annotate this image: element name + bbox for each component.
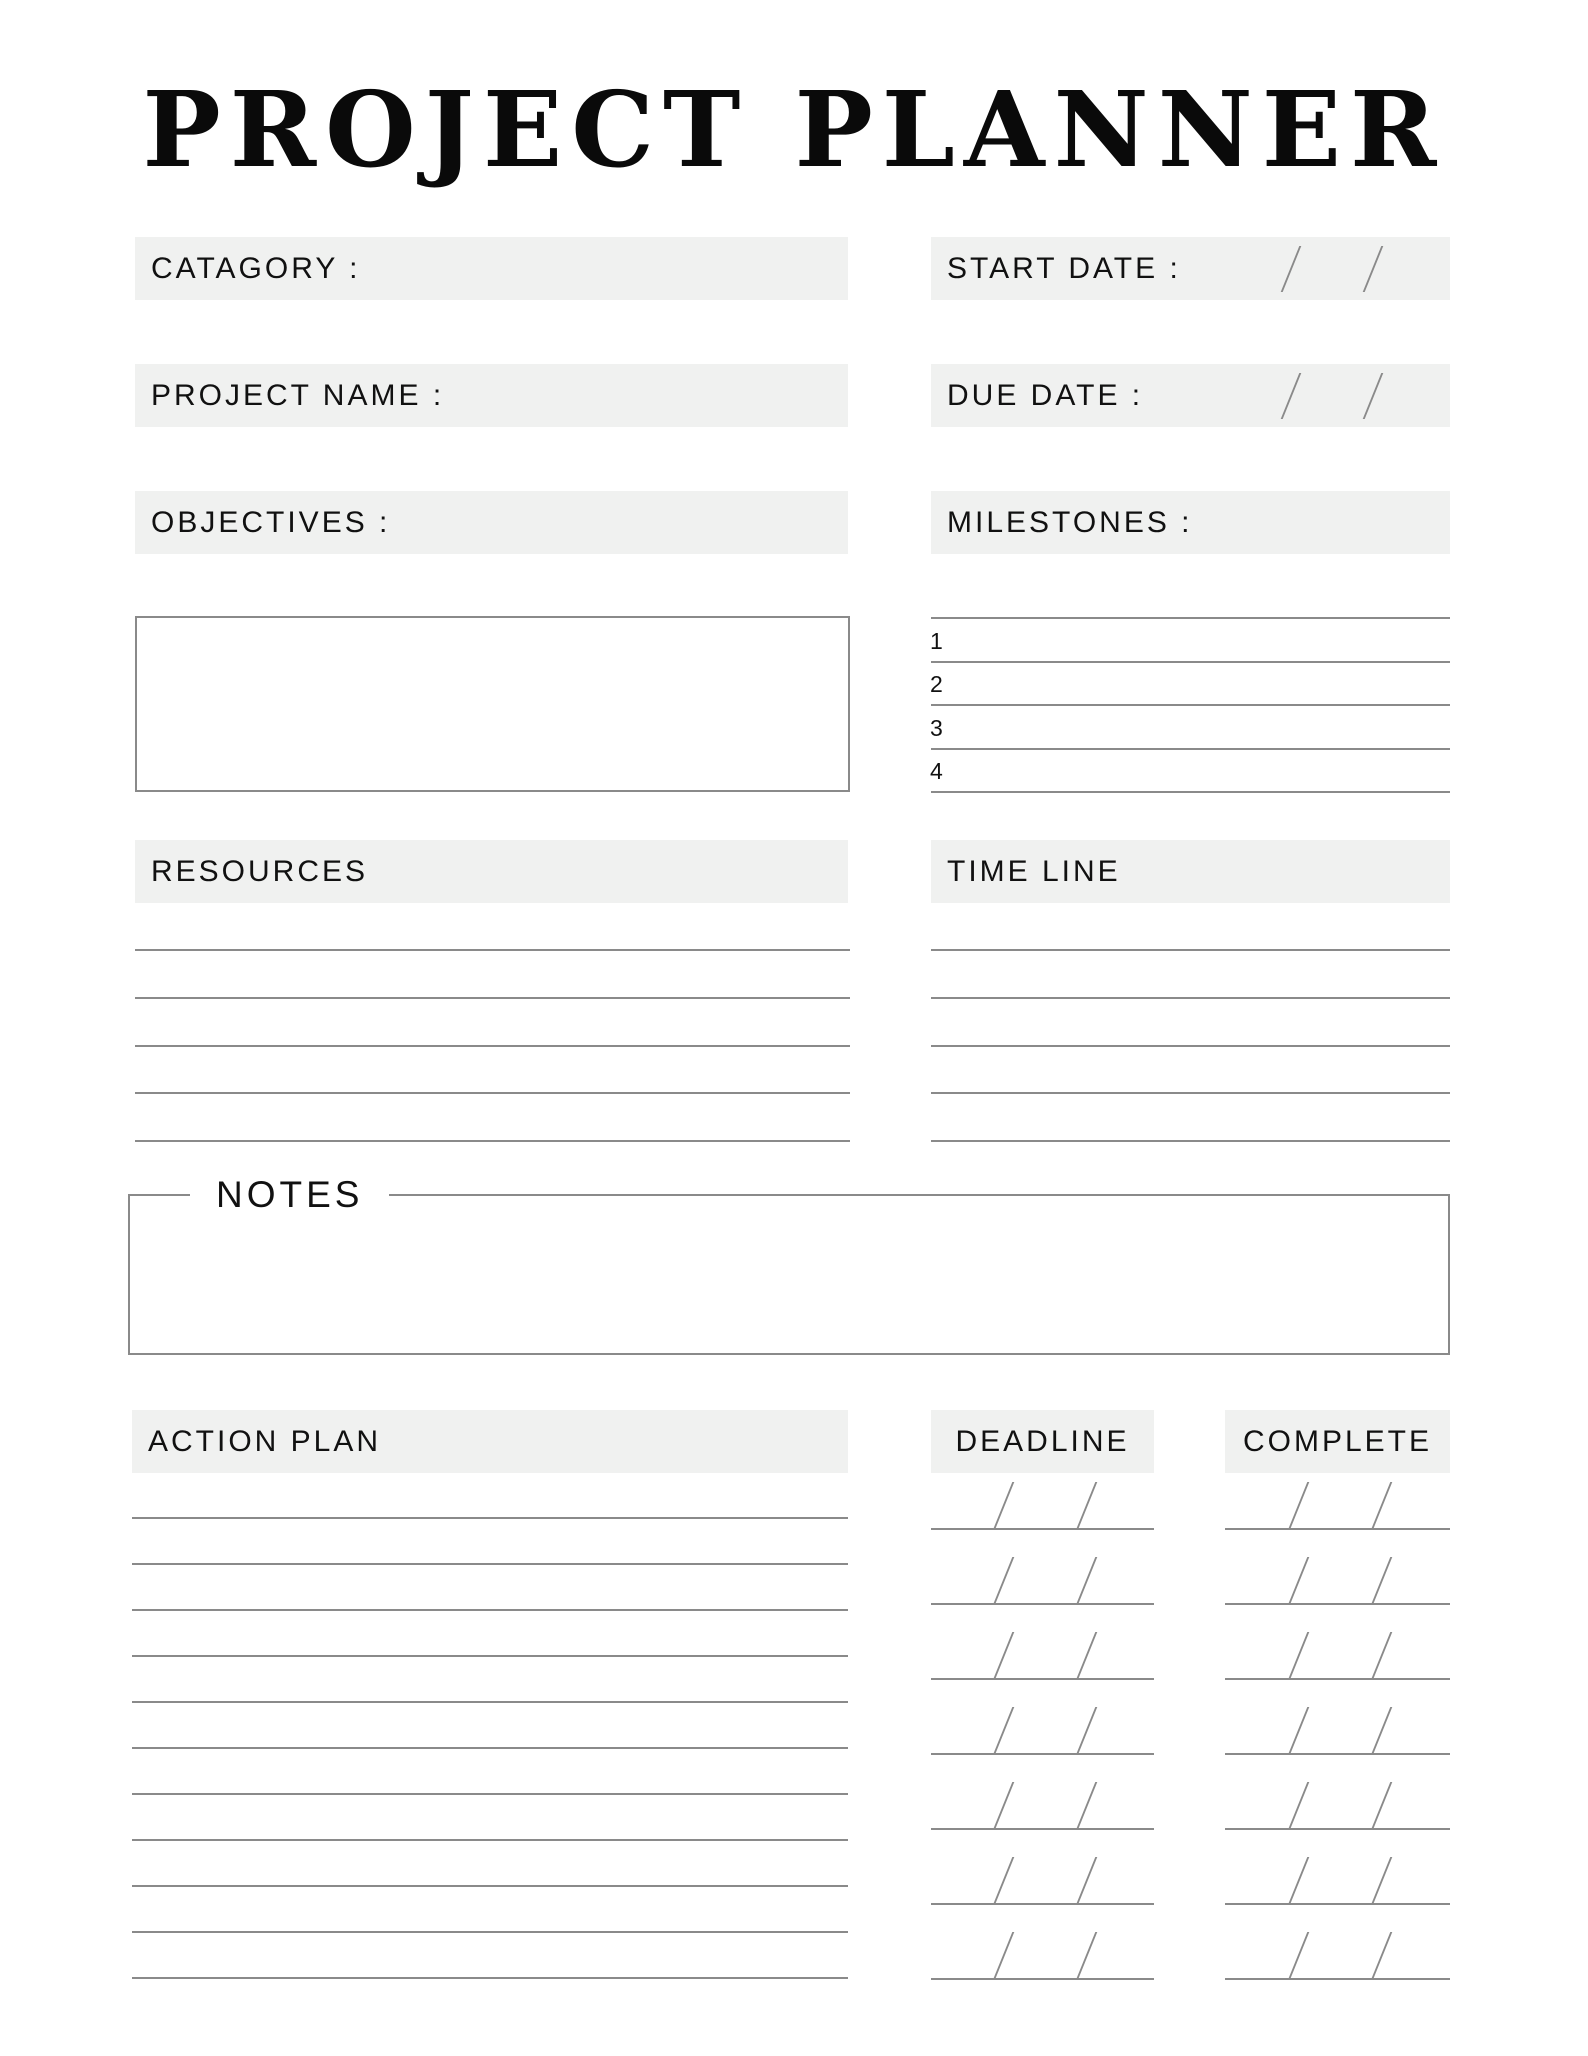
- time-line-line[interactable]: [931, 1045, 1450, 1047]
- resources-line[interactable]: [135, 1092, 850, 1094]
- start-date-label: START DATE :: [947, 251, 1181, 285]
- date-slash: [994, 1782, 1015, 1828]
- date-slash: [1289, 1707, 1310, 1753]
- action-plan-line[interactable]: [132, 1931, 848, 1933]
- milestone-number: 2: [930, 671, 943, 697]
- milestone-line[interactable]: [931, 791, 1450, 793]
- action-plan-header: [132, 1410, 848, 1473]
- milestones-header: [931, 491, 1450, 554]
- date-slash: [1289, 1857, 1310, 1903]
- action-plan-line[interactable]: [132, 1563, 848, 1565]
- milestone-line[interactable]: [931, 661, 1450, 663]
- date-slash: [994, 1482, 1015, 1528]
- date-slash: [1077, 1932, 1098, 1978]
- time-line-header: [931, 840, 1450, 903]
- date-slash: [1077, 1782, 1098, 1828]
- complete-date-line[interactable]: [1225, 1978, 1450, 1980]
- notes-label: NOTES: [190, 1176, 389, 1213]
- date-slash: [1289, 1557, 1310, 1603]
- date-slash: [994, 1857, 1015, 1903]
- action-plan-line[interactable]: [132, 1839, 848, 1841]
- action-plan-line[interactable]: [132, 1885, 848, 1887]
- objectives-box[interactable]: [135, 616, 850, 792]
- date-slash: [994, 1632, 1015, 1678]
- date-slash: [1077, 1632, 1098, 1678]
- milestones-label: MILESTONES :: [947, 505, 1193, 539]
- complete-label: COMPLETE: [1242, 1424, 1433, 1458]
- date-slash: [1372, 1482, 1393, 1528]
- resources-line[interactable]: [135, 949, 850, 951]
- deadline-date-line[interactable]: [931, 1678, 1154, 1680]
- project-name-field[interactable]: [135, 364, 848, 427]
- action-plan-line[interactable]: [132, 1701, 848, 1703]
- date-slash: [1077, 1557, 1098, 1603]
- due-date-label: DUE DATE :: [947, 378, 1144, 412]
- date-slash: [1372, 1632, 1393, 1678]
- time-line-line[interactable]: [931, 1092, 1450, 1094]
- time-line-line[interactable]: [931, 949, 1450, 951]
- milestone-number: 1: [930, 628, 943, 654]
- action-plan-line[interactable]: [132, 1747, 848, 1749]
- complete-date-line[interactable]: [1225, 1903, 1450, 1905]
- complete-date-line[interactable]: [1225, 1603, 1450, 1605]
- complete-date-line[interactable]: [1225, 1753, 1450, 1755]
- deadline-date-line[interactable]: [931, 1753, 1154, 1755]
- action-plan-label: ACTION PLAN: [148, 1424, 382, 1458]
- date-slash: [994, 1557, 1015, 1603]
- date-slash: [1289, 1782, 1310, 1828]
- resources-line[interactable]: [135, 1140, 850, 1142]
- action-plan-line[interactable]: [132, 1977, 848, 1979]
- date-slash: [1289, 1632, 1310, 1678]
- objectives-label: OBJECTIVES :: [151, 505, 391, 539]
- page-title: PROJECT PLANNER: [142, 68, 1446, 191]
- deadline-date-line[interactable]: [931, 1528, 1154, 1530]
- date-slash: [1077, 1707, 1098, 1753]
- complete-date-line[interactable]: [1225, 1828, 1450, 1830]
- deadline-date-line[interactable]: [931, 1828, 1154, 1830]
- milestone-line: [931, 617, 1450, 619]
- date-slash: [1372, 1857, 1393, 1903]
- date-slash: [1077, 1482, 1098, 1528]
- action-plan-line[interactable]: [132, 1517, 848, 1519]
- date-slash: [1077, 1857, 1098, 1903]
- deadline-date-line[interactable]: [931, 1978, 1154, 1980]
- time-line-label: TIME LINE: [947, 854, 1121, 888]
- time-line-line[interactable]: [931, 1140, 1450, 1142]
- milestone-line[interactable]: [931, 704, 1450, 706]
- date-slash: [1372, 1782, 1393, 1828]
- objectives-header: [135, 491, 848, 554]
- time-line-line[interactable]: [931, 997, 1450, 999]
- date-slash: [1289, 1932, 1310, 1978]
- resources-line[interactable]: [135, 1045, 850, 1047]
- complete-date-line[interactable]: [1225, 1678, 1450, 1680]
- complete-date-line[interactable]: [1225, 1528, 1450, 1530]
- action-plan-line[interactable]: [132, 1793, 848, 1795]
- complete-header: [1225, 1410, 1450, 1473]
- milestone-number: 3: [930, 715, 943, 741]
- resources-header: [135, 840, 848, 903]
- project-name-label: PROJECT NAME :: [151, 378, 445, 412]
- date-slash: [1372, 1932, 1393, 1978]
- deadline-label: DEADLINE: [955, 1424, 1130, 1458]
- notes-box[interactable]: [128, 1194, 1450, 1355]
- resources-line[interactable]: [135, 997, 850, 999]
- resources-label: RESOURCES: [151, 854, 369, 888]
- date-slash: [994, 1707, 1015, 1753]
- milestone-line[interactable]: [931, 748, 1450, 750]
- milestone-number: 4: [930, 758, 943, 784]
- category-label: CATAGORY :: [151, 251, 361, 285]
- category-field[interactable]: [135, 237, 848, 300]
- action-plan-line[interactable]: [132, 1655, 848, 1657]
- date-slash: [994, 1932, 1015, 1978]
- date-slash: [1372, 1707, 1393, 1753]
- deadline-date-line[interactable]: [931, 1903, 1154, 1905]
- date-slash: [1289, 1482, 1310, 1528]
- deadline-header: [931, 1410, 1154, 1473]
- action-plan-line[interactable]: [132, 1609, 848, 1611]
- date-slash: [1372, 1557, 1393, 1603]
- deadline-date-line[interactable]: [931, 1603, 1154, 1605]
